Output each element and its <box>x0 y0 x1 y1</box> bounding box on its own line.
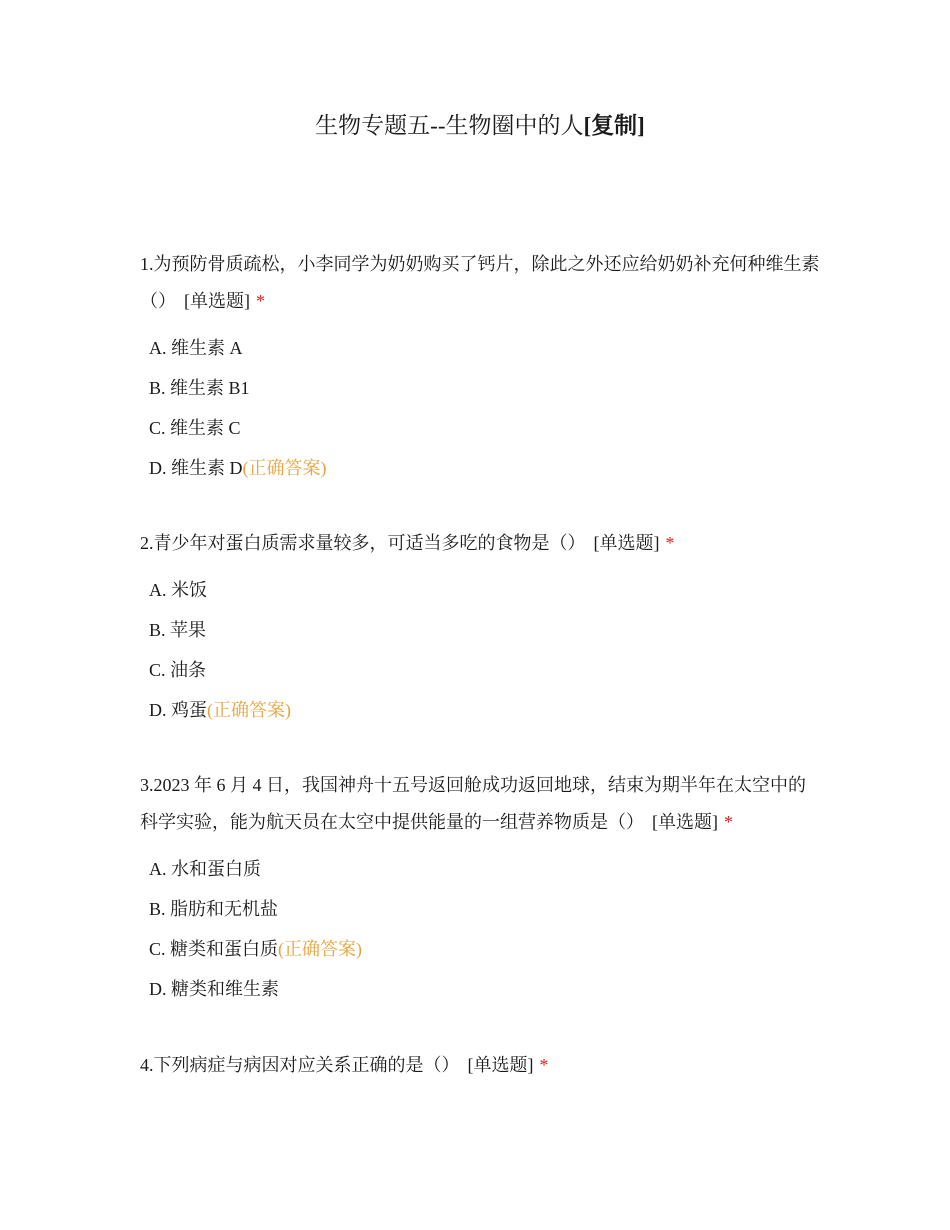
question-3 <box>140 767 820 1009</box>
option-c <box>140 929 820 969</box>
question-stem <box>140 246 820 320</box>
page-title <box>0 110 950 142</box>
option-text: C. 维生素 C <box>149 418 241 438</box>
question-stem <box>140 525 820 562</box>
correct-answer-tag: (正确答案) <box>207 700 291 720</box>
option-text: A. 米饭 <box>149 580 207 600</box>
required-mark: * <box>256 291 265 311</box>
page-title-main: 生物专题五--生物圈中的人 <box>315 113 584 138</box>
option-c <box>140 650 820 690</box>
option-a <box>140 849 820 889</box>
question-type: [单选题] <box>652 812 718 832</box>
option-text: C. 油条 <box>149 660 207 680</box>
option-a <box>140 328 820 368</box>
option-d <box>140 690 820 730</box>
question-type: [单选题] <box>593 533 660 553</box>
option-b <box>140 368 820 408</box>
option-list <box>140 849 820 1009</box>
option-text: A. 水和蛋白质 <box>149 859 261 879</box>
option-text: B. 苹果 <box>149 620 207 640</box>
option-text: C. 糖类和蛋白质 <box>149 939 279 959</box>
question-text: 2.青少年对蛋白质需求量较多，可适当多吃的食物是（） <box>140 533 586 553</box>
option-c <box>140 408 820 448</box>
option-b <box>140 889 820 929</box>
question-stem <box>140 1047 820 1084</box>
option-d <box>140 448 820 488</box>
option-text: A. 维生素 A <box>149 338 243 358</box>
question-text: 4.下列病症与病因对应关系正确的是（） <box>140 1055 460 1075</box>
correct-answer-tag: (正确答案) <box>278 939 363 959</box>
option-text: D. 糖类和维生素 <box>149 979 279 999</box>
option-d <box>140 969 820 1009</box>
option-a <box>140 570 820 610</box>
option-text: B. 脂肪和无机盐 <box>149 899 279 919</box>
question-stem <box>140 767 820 841</box>
option-list <box>140 328 820 488</box>
question-text: 1.为预防骨质疏松，小李同学为奶奶购买了钙片，除此之外还应给奶奶补充何种维生素（） <box>140 254 820 311</box>
question-text: 3.2023 年 6 月 4 日，我国神舟十五号返回舱成功返回地球，结束为期半年在太空中的科学实验，能为航天员在太空中提供能量的一组营养物质是（） <box>140 775 806 832</box>
option-b <box>140 610 820 650</box>
required-mark: * <box>665 533 675 553</box>
required-mark: * <box>724 812 733 832</box>
option-list <box>140 570 820 730</box>
option-text: B. 维生素 B1 <box>149 378 250 398</box>
question-2 <box>140 525 820 730</box>
option-text: D. 鸡蛋 <box>149 700 207 720</box>
correct-answer-tag: (正确答案) <box>242 458 327 478</box>
page-title-copy-suffix: [复制] <box>583 113 645 138</box>
required-mark: * <box>539 1055 549 1075</box>
question-1 <box>140 246 820 488</box>
question-type: [单选题] <box>184 291 250 311</box>
option-text: D. 维生素 D <box>149 458 243 478</box>
question-type: [单选题] <box>467 1055 534 1075</box>
question-4 <box>140 1047 820 1084</box>
